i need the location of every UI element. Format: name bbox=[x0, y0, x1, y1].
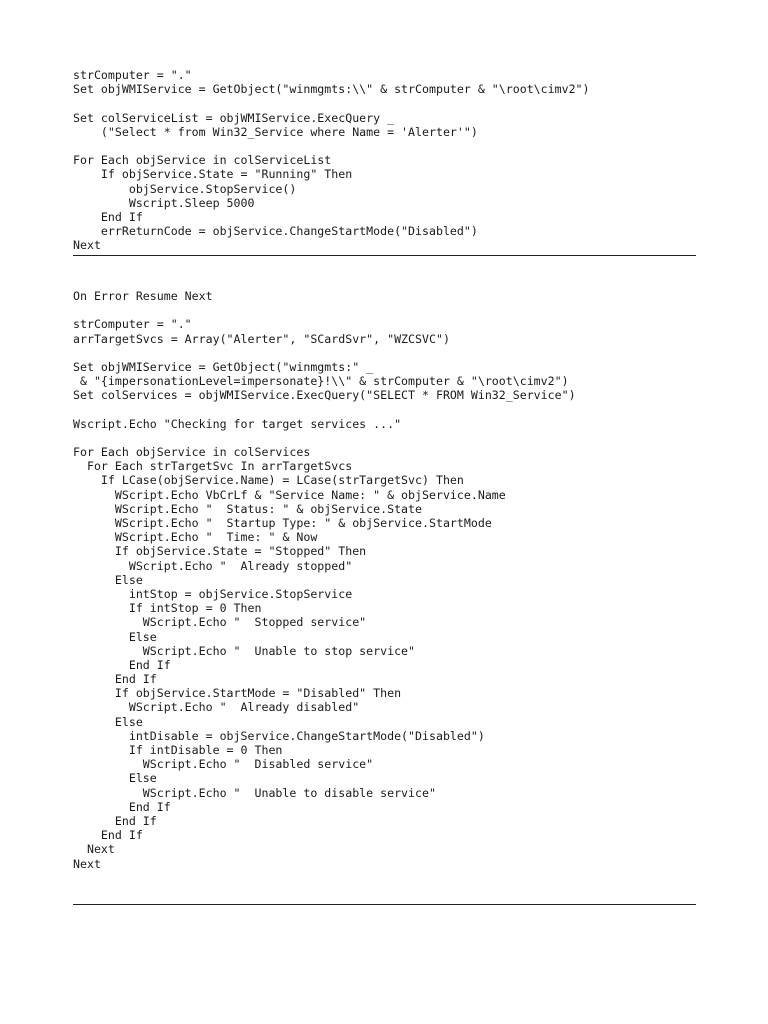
code-line: Next bbox=[73, 856, 101, 871]
code-line: WScript.Echo " Unable to stop service" bbox=[73, 643, 416, 658]
code-line: Set colServices = objWMIService.ExecQuery("SELECT * FROM Win32_Service") bbox=[73, 388, 576, 403]
code-line: Wscript.Echo "Checking for target services ..." bbox=[73, 416, 402, 431]
code-line: End If bbox=[73, 813, 157, 828]
code-line: Set objWMIService = GetObject("winmgmts:\\" & strComputer & "\root\cimv2") bbox=[73, 82, 590, 97]
horizontal-divider bbox=[73, 904, 696, 905]
code-line: If objService.StartMode = "Disabled" Then bbox=[73, 686, 402, 701]
code-line: If objService.State = "Running" Then bbox=[73, 167, 353, 182]
code-line: WScript.Echo VbCrLf & "Service Name: " & objService.Name bbox=[73, 487, 506, 502]
code-line: On Error Resume Next bbox=[73, 289, 213, 303]
code-line: For Each objService in colServiceList bbox=[73, 153, 332, 168]
code-line: Else bbox=[73, 629, 157, 644]
code-line bbox=[73, 431, 576, 445]
code-line bbox=[73, 139, 590, 153]
code-line: End If bbox=[73, 657, 171, 672]
code-line: Set colServiceList = objWMIService.ExecQuery _ bbox=[73, 110, 395, 125]
code-line: Set objWMIService = GetObject("winmgmts:" _ bbox=[73, 359, 374, 374]
code-line: WScript.Echo " Startup Type: " & objService.StartMode bbox=[73, 516, 492, 530]
code-line: strComputer = "." bbox=[73, 317, 192, 332]
code-line: WScript.Echo " Time: " & Now bbox=[73, 530, 318, 545]
code-line: errReturnCode = objService.ChangeStartMode("Disabled") bbox=[73, 224, 478, 239]
code-line: End If bbox=[73, 672, 157, 687]
code-line: If LCase(objService.Name) = LCase(strTargetSvc) Then bbox=[73, 473, 464, 488]
code-block-stop-alerter bbox=[73, 68, 590, 252]
code-line: intStop = objService.StopService bbox=[73, 586, 353, 601]
code-line: intDisable = objService.ChangeStartMode("Disabled") bbox=[73, 728, 485, 743]
code-line: For Each objService in colServices bbox=[73, 445, 311, 460]
code-line bbox=[73, 346, 576, 360]
code-line: WScript.Echo " Already disabled" bbox=[73, 700, 360, 715]
code-line: & "{impersonationLevel=impersonate}!\\" & strComputer & "\root\cimv2") bbox=[73, 374, 569, 389]
code-line: strComputer = "." bbox=[73, 68, 192, 82]
code-line: WScript.Echo " Stopped service" bbox=[73, 615, 367, 630]
code-line: Next bbox=[73, 842, 115, 857]
code-line: WScript.Echo " Status: " & objService.State bbox=[73, 501, 423, 516]
code-line: End If bbox=[73, 799, 171, 814]
code-line: End If bbox=[73, 828, 143, 843]
code-line: Else bbox=[73, 572, 143, 587]
code-line: Else bbox=[73, 771, 157, 786]
code-line: arrTargetSvcs = Array("Alerter", "SCardSvr", "WZCSVC") bbox=[73, 331, 450, 346]
code-line: objService.StopService() bbox=[73, 181, 297, 196]
code-line: Else bbox=[73, 714, 143, 729]
code-line: WScript.Echo " Already stopped" bbox=[73, 558, 353, 573]
code-block-disable-services bbox=[73, 289, 576, 871]
horizontal-divider bbox=[73, 255, 696, 256]
code-line: WScript.Echo " Disabled service" bbox=[73, 757, 374, 772]
code-line: Wscript.Sleep 5000 bbox=[73, 195, 255, 210]
code-line: For Each strTargetSvc In arrTargetSvcs bbox=[73, 459, 353, 474]
code-line: WScript.Echo " Unable to disable service" bbox=[73, 785, 436, 800]
code-line bbox=[73, 403, 576, 417]
code-line: ("Select * from Win32_Service where Name = 'Alerter'") bbox=[73, 124, 478, 139]
code-line: If intStop = 0 Then bbox=[73, 601, 262, 616]
code-line: If objService.State = "Stopped" Then bbox=[73, 544, 367, 559]
code-line bbox=[73, 303, 576, 317]
code-line: If intDisable = 0 Then bbox=[73, 743, 283, 757]
code-line bbox=[73, 96, 590, 110]
code-line: Next bbox=[73, 238, 101, 253]
code-line: End If bbox=[73, 209, 143, 224]
